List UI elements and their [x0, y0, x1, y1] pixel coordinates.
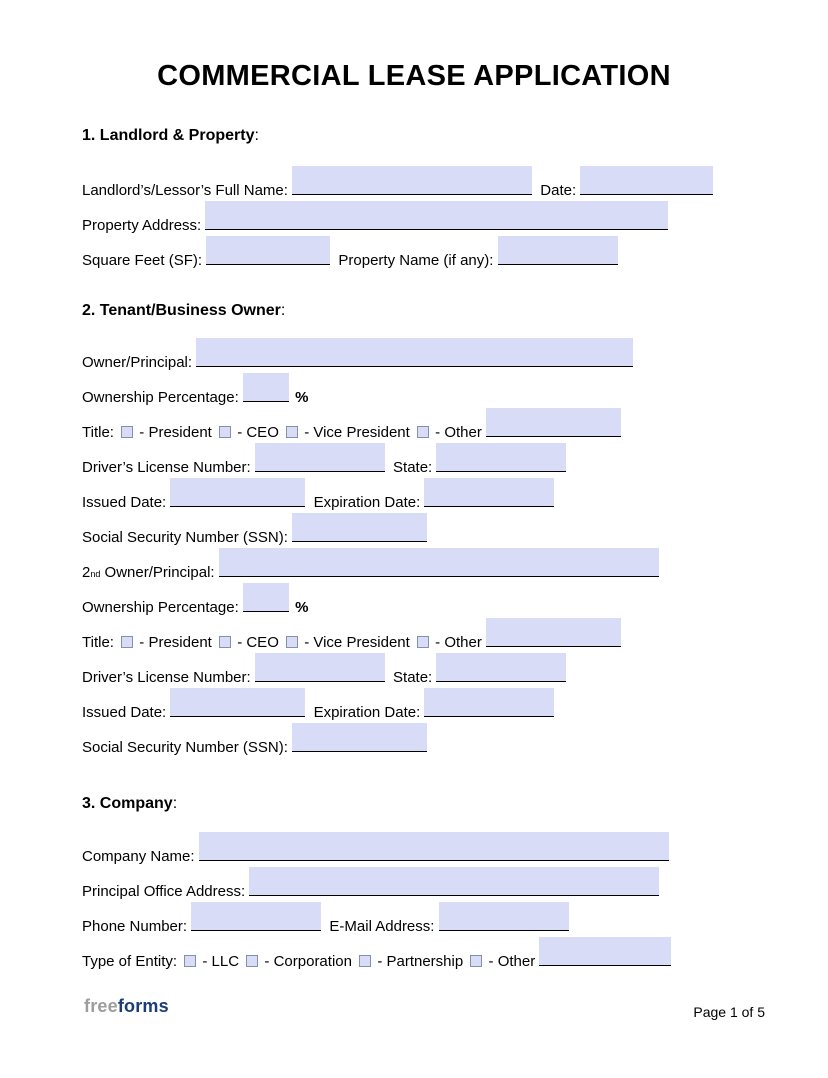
logo-forms-text: forms	[117, 996, 169, 1016]
email-address-label: E-Mail Address:	[329, 918, 435, 935]
property-address-row	[82, 201, 746, 236]
company-name-field[interactable]	[199, 832, 669, 861]
principal-office-address-field[interactable]	[249, 867, 659, 896]
owner2-ownership-percentage-field[interactable]	[243, 583, 289, 612]
owner1-title-ceo-checkbox[interactable]	[219, 426, 231, 438]
owner1-state-label: State:	[393, 459, 433, 476]
owner2-ownership-label: Ownership Percentage:	[82, 599, 239, 616]
page-title: COMMERCIAL LEASE APPLICATION	[157, 60, 671, 92]
section-1-heading-text: 1. Landlord & Property	[82, 127, 255, 144]
freeforms-logo	[84, 996, 169, 1017]
square-feet-field[interactable]	[206, 236, 330, 265]
property-name-field[interactable]	[498, 236, 618, 265]
entity-llc-checkbox[interactable]	[184, 955, 196, 967]
entity-partnership-checkbox[interactable]	[359, 955, 371, 967]
owner1-title-vice-president-label: - Vice President	[304, 424, 410, 441]
entity-corporation-label: - Corporation	[264, 953, 352, 970]
logo-free-text: free	[84, 996, 118, 1016]
owner2-name-row	[82, 548, 746, 583]
owner2-dates-row	[82, 688, 746, 723]
owner2-title-ceo-label: - CEO	[237, 634, 279, 651]
landlord-date-field[interactable]	[580, 166, 713, 195]
section-3-heading-text: 3. Company	[82, 795, 173, 812]
section-heading-company	[82, 794, 746, 814]
owner1-title-president-label: - President	[139, 424, 212, 441]
owner1-title-other-field[interactable]	[486, 408, 621, 437]
landlord-name-field[interactable]	[292, 166, 532, 195]
owner2-label-ordinal-suffix: nd	[90, 569, 101, 579]
owner2-title-vice-president-checkbox[interactable]	[286, 636, 298, 648]
owner2-title-other-field[interactable]	[486, 618, 621, 647]
owner1-name-field[interactable]	[196, 338, 633, 367]
owner2-ownership-row	[82, 583, 746, 618]
section-1-heading-colon: :	[254, 127, 259, 144]
owner1-expiration-date-field[interactable]	[424, 478, 554, 507]
owner2-title-row	[82, 618, 746, 653]
section-heading-landlord-property	[82, 126, 746, 146]
owner2-ssn-row	[82, 723, 746, 758]
owner1-name-row	[82, 338, 746, 373]
entity-type-label: Type of Entity:	[82, 953, 178, 970]
owner1-title-other-label: - Other	[435, 424, 482, 441]
square-feet-row	[82, 236, 746, 271]
owner1-name-label: Owner/Principal:	[82, 354, 193, 371]
owner1-ssn-field[interactable]	[292, 513, 427, 542]
owner2-expiration-date-field[interactable]	[424, 688, 554, 717]
page-indicator: Page 1 of 5	[693, 1004, 765, 1020]
entity-type-row	[82, 937, 746, 972]
owner2-name-field[interactable]	[219, 548, 659, 577]
owner2-name-label	[82, 564, 215, 581]
phone-number-label: Phone Number:	[82, 918, 188, 935]
square-feet-label: Square Feet (SF):	[82, 252, 203, 269]
owner1-title-vice-president-checkbox[interactable]	[286, 426, 298, 438]
section-heading-tenant-business-owner	[82, 301, 746, 321]
section-3-heading-colon: :	[172, 795, 178, 812]
owner1-drivers-license-label: Driver’s License Number:	[82, 459, 251, 476]
principal-office-row	[82, 867, 746, 902]
owner2-label-number: 2	[82, 564, 91, 581]
owner1-license-row	[82, 443, 746, 478]
owner2-issued-date-label: Issued Date:	[82, 704, 167, 721]
entity-corporation-checkbox[interactable]	[246, 955, 258, 967]
owner2-drivers-license-field[interactable]	[255, 653, 385, 682]
owner1-percent-sign: %	[295, 389, 309, 406]
owner1-title-president-checkbox[interactable]	[121, 426, 133, 438]
owner2-title-president-checkbox[interactable]	[121, 636, 133, 648]
owner1-ownership-row	[82, 373, 746, 408]
owner1-ssn-label: Social Security Number (SSN):	[82, 529, 288, 546]
owner2-title-label: Title:	[82, 634, 114, 651]
owner1-ownership-percentage-field[interactable]	[243, 373, 289, 402]
owner1-state-field[interactable]	[436, 443, 566, 472]
owner2-ssn-field[interactable]	[292, 723, 427, 752]
owner2-state-field[interactable]	[436, 653, 566, 682]
owner1-expiration-date-label: Expiration Date:	[313, 494, 421, 511]
owner2-title-ceo-checkbox[interactable]	[219, 636, 231, 648]
owner1-title-other-checkbox[interactable]	[417, 426, 429, 438]
owner1-title-row	[82, 408, 746, 443]
entity-llc-label: - LLC	[202, 953, 240, 970]
owner1-issued-date-field[interactable]	[170, 478, 305, 507]
date-label: Date:	[540, 182, 577, 199]
owner2-issued-date-field[interactable]	[170, 688, 305, 717]
owner2-title-other-checkbox[interactable]	[417, 636, 429, 648]
owner1-drivers-license-field[interactable]	[255, 443, 385, 472]
owner2-title-vice-president-label: - Vice President	[304, 634, 410, 651]
entity-partnership-label: - Partnership	[377, 953, 464, 970]
owner2-state-label: State:	[393, 669, 433, 686]
entity-other-field[interactable]	[539, 937, 671, 966]
owner1-ssn-row	[82, 513, 746, 548]
owner1-issued-date-label: Issued Date:	[82, 494, 167, 511]
owner2-ssn-label: Social Security Number (SSN):	[82, 739, 288, 756]
owner2-drivers-license-label: Driver’s License Number:	[82, 669, 251, 686]
entity-other-checkbox[interactable]	[470, 955, 482, 967]
owner2-license-row	[82, 653, 746, 688]
principal-office-address-label: Principal Office Address:	[82, 883, 246, 900]
owner2-expiration-date-label: Expiration Date:	[313, 704, 421, 721]
landlord-name-label: Landlord’s/Lessor’s Full Name:	[82, 182, 288, 199]
section-2-heading-colon: :	[280, 302, 286, 319]
owner1-ownership-label: Ownership Percentage:	[82, 389, 239, 406]
property-name-label: Property Name (if any):	[338, 252, 494, 269]
phone-number-field[interactable]	[191, 902, 321, 931]
company-name-label: Company Name:	[82, 848, 195, 865]
property-address-label: Property Address:	[82, 217, 202, 234]
property-address-field[interactable]	[205, 201, 668, 230]
phone-email-row	[82, 902, 746, 937]
owner2-percent-sign: %	[295, 599, 309, 616]
entity-other-label: - Other	[488, 953, 536, 970]
owner1-title-label: Title:	[82, 424, 114, 441]
owner1-title-ceo-label: - CEO	[237, 424, 279, 441]
owner2-title-president-label: - President	[139, 634, 212, 651]
owner2-title-other-label: - Other	[435, 634, 482, 651]
email-address-field[interactable]	[439, 902, 569, 931]
company-name-row	[82, 832, 746, 867]
owner1-dates-row	[82, 478, 746, 513]
owner2-label-rest: Owner/Principal:	[100, 564, 215, 581]
section-2-heading-text: 2. Tenant/Business Owner	[82, 302, 281, 319]
landlord-name-row	[82, 166, 746, 201]
